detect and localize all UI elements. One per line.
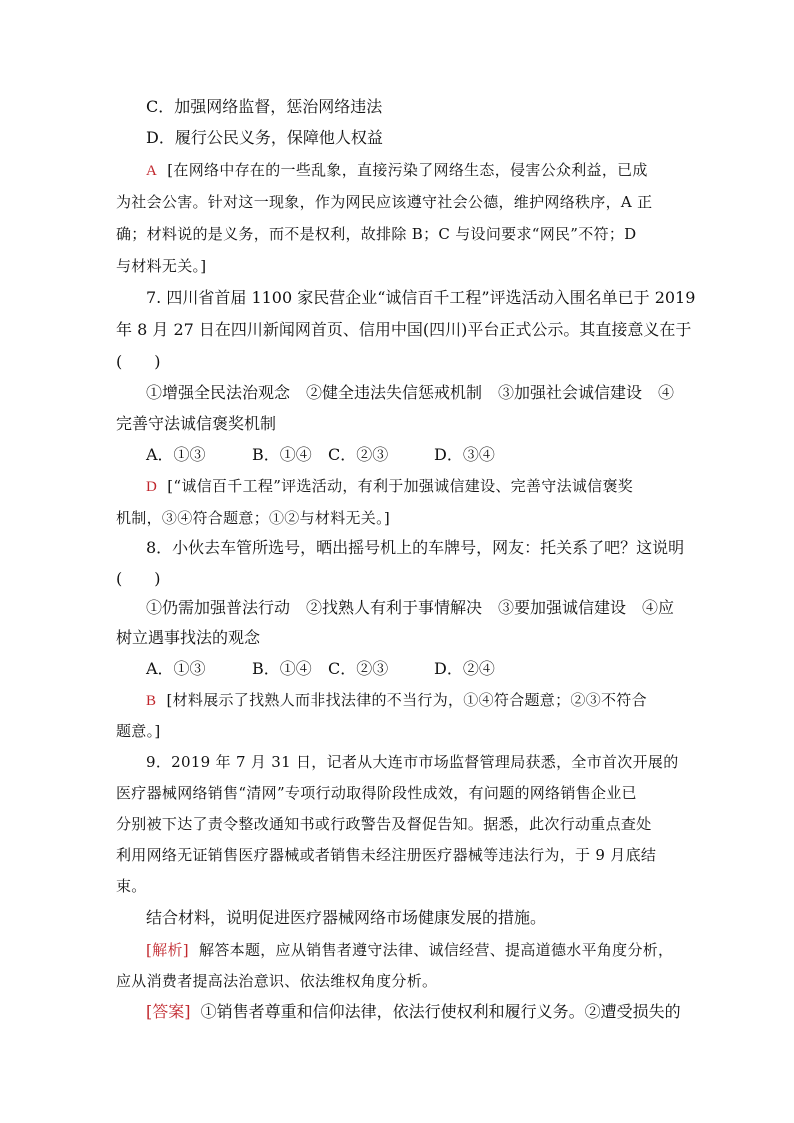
- q8-items-line-2: 树立遇事找法的观念: [116, 628, 261, 647]
- q9-material-line-5: 束。: [116, 877, 147, 895]
- q6-explanation-line-4: 与材料无关。]: [116, 257, 207, 275]
- q7-stem-line-2: 年 8 月 27 日在四川新闻网首页、信用中国(四川)平台正式公示。其直接意义在于: [116, 320, 692, 339]
- q9-analysis-line-1: [解析] 解答本题，应从销售者遵守法律、诚信经营、提高道德水平角度分析，: [146, 941, 674, 959]
- q7-option-a: A．①③: [146, 445, 206, 464]
- q8-answer-letter: B: [146, 693, 157, 709]
- answer-tag: [答案]: [146, 1002, 191, 1021]
- q8-stem-line-2: ( ): [116, 569, 161, 588]
- q8-option-d: D．②④: [434, 659, 495, 678]
- q7-answer-letter: D: [146, 479, 158, 495]
- q7-options: [146, 445, 680, 465]
- q9-analysis-line-2: 应从消费者提高法治意识、依法维权角度分析。: [116, 972, 438, 990]
- q7-option-d: D．③④: [434, 445, 495, 464]
- q9-material-line-4: 利用网络无证销售医疗器械或者销售未经注册医疗器械等违法行为，于 9 月底结: [116, 846, 657, 864]
- q7-option-c: C．②③: [328, 445, 389, 464]
- q7-explanation-line-1: D [“诚信百千工程”评选活动，有利于加强诚信建设、完善守法诚信褒奖: [146, 477, 634, 495]
- q7-items-line-1: ①增强全民法治观念 ②健全违法失信惩戒机制 ③加强社会诚信建设 ④: [146, 383, 675, 402]
- q9-material-line-2: 医疗器械网络销售“清网”专项行动取得阶段性成效，有问题的网络销售企业已: [116, 784, 637, 802]
- q8-option-c: C．②③: [328, 659, 389, 678]
- q8-explanation-line-1: B [材料展示了找熟人而非找法律的不当行为，①④符合题意；②③不符合: [146, 691, 647, 709]
- q8-option-b: B．①④: [252, 659, 312, 678]
- q8-items-line-1: ①仍需加强普法行动 ②找熟人有利于事情解决 ③要加强诚信建设 ④应: [146, 598, 675, 617]
- q6-option-c: C．加强网络监督，惩治网络违法: [146, 97, 383, 116]
- analysis-tag: [解析]: [146, 941, 189, 959]
- q9-material-line-1: 9．2019 年 7 月 31 日，记者从大连市市场监督管理局获悉，全市首次开展的: [146, 753, 679, 771]
- q7-stem-line-3: ( ): [116, 352, 161, 371]
- q8-option-a: A．①③: [146, 659, 206, 678]
- q6-explanation-line-2: 为社会公害。针对这一现象，作为网民应该遵守社会公德，维护网络秩序，A 正: [116, 193, 653, 211]
- q8-stem-line-1: 8．小伙去车管所选号，晒出摇号机上的车牌号，网友：托关系了吧？这说明: [146, 538, 685, 557]
- q6-option-d: D．履行公民义务，保障他人权益: [146, 128, 383, 147]
- q6-explanation-line-1: A [在网络中存在的一些乱象，直接污染了网络生态，侵害公众利益，已成: [146, 161, 648, 179]
- q7-option-b: B．①④: [252, 445, 312, 464]
- q9-material-line-3: 分别被下达了责令整改通知书或行政警告及督促告知。据悉，此次行动重点查处: [116, 815, 652, 833]
- q6-answer-letter: A: [146, 163, 158, 179]
- q8-options: [146, 659, 680, 679]
- q9-question: 结合材料，说明促进医疗器械网络市场健康发展的措施。: [146, 908, 547, 927]
- q8-explanation-line-2: 题意。]: [116, 722, 161, 740]
- q7-items-line-2: 完善守法诚信褒奖机制: [116, 414, 277, 433]
- q7-explanation-line-2: 机制，③④符合题意；①②与材料无关。]: [116, 509, 391, 527]
- q6-explanation-line-3: 确；材料说的是义务，而不是权利，故排除 B；C 与设问要求“网民”不符；D: [116, 225, 637, 243]
- q7-stem-line-1: 7. 四川省首届 1100 家民营企业“诚信百千工程”评选活动入围名单已于 2019: [146, 288, 696, 307]
- q9-answer-line-1: [答案] ①销售者尊重和信仰法律，依法行使权利和履行义务。②遭受损失的: [146, 1002, 681, 1021]
